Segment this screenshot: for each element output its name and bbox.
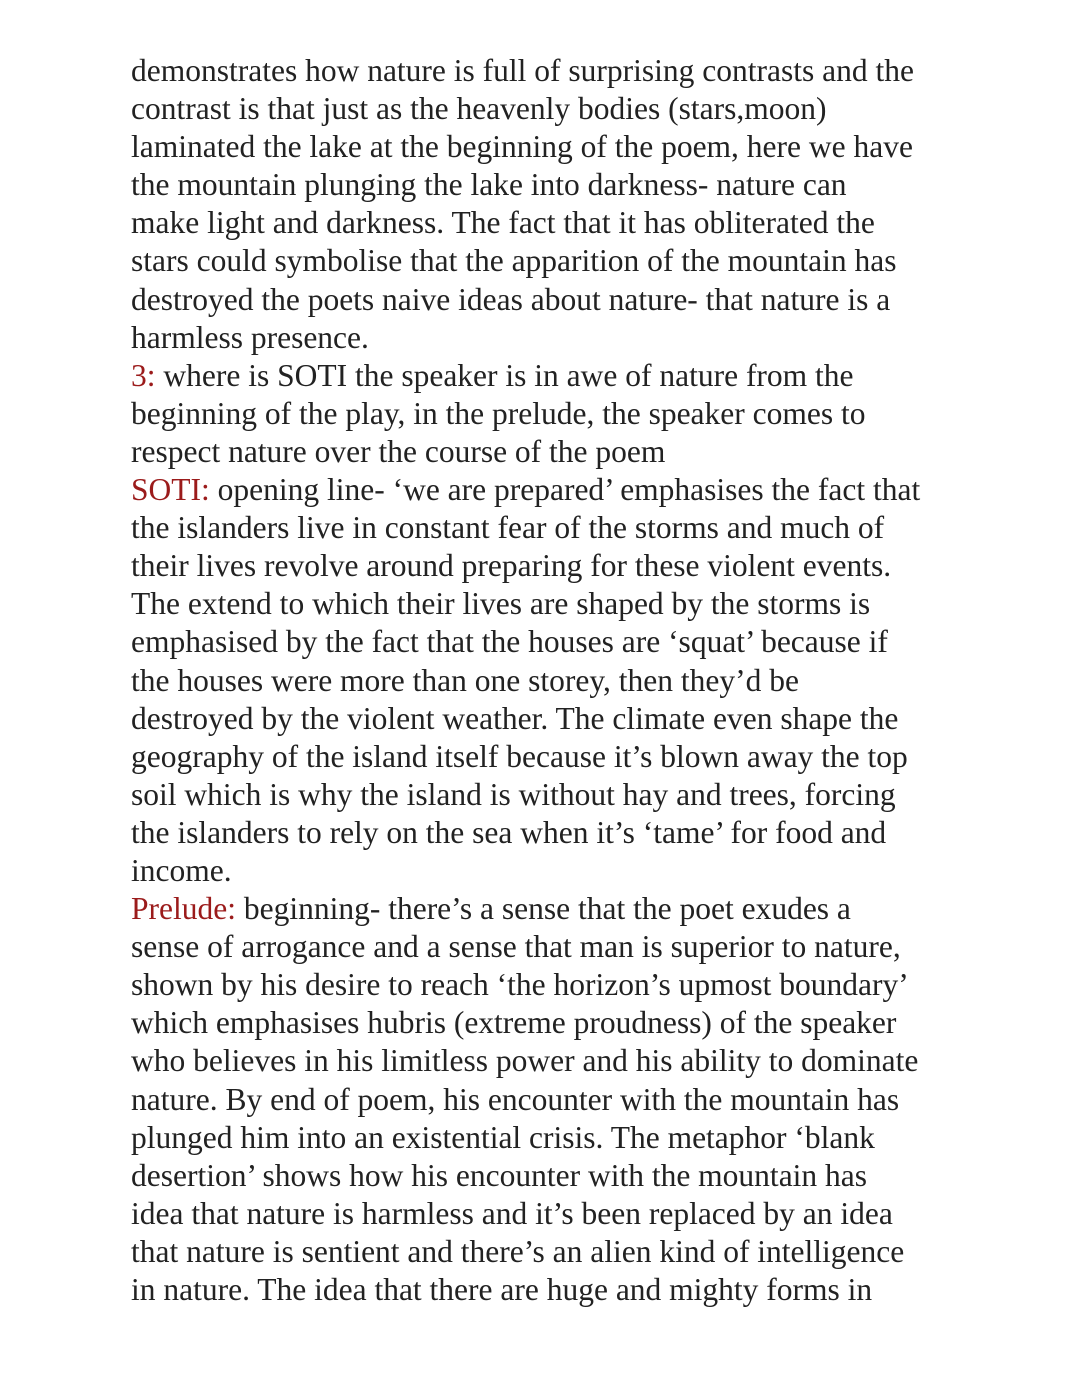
text-line: who believes in his limitless power and his ability to dominate: [131, 1043, 919, 1079]
text-line: laminated the lake at the beginning of the poem, here we have: [131, 129, 913, 165]
text-line: destroyed by the violent weather. The climate even shape the: [131, 700, 899, 736]
text-line: respect nature over the course of the poem: [131, 433, 666, 469]
text-line: beginning of the play, in the prelude, the speaker comes to: [131, 395, 866, 431]
text-line: contrast is that just as the heavenly bodies (stars,moon): [131, 91, 827, 127]
prelude-first-text: beginning- there’s a sense that the poet exudes a: [235, 891, 851, 927]
text-line: The extend to which their lives are shaped by the storms is: [131, 586, 871, 622]
text-line: the houses were more than one storey, then they’d be: [131, 662, 799, 698]
section-3-first-line: [131, 357, 961, 395]
text-line: stars could symbolise that the apparition of the mountain has: [131, 243, 897, 279]
text-line: nature. By end of poem, his encounter with the mountain has: [131, 1081, 900, 1117]
text-line: shown by his desire to reach ‘the horizon’s upmost boundary’: [131, 967, 909, 1003]
text-line: desertion’ shows how his encounter with the mountain has: [131, 1157, 868, 1193]
text-line: in nature. The idea that there are huge and mighty forms in: [131, 1272, 873, 1307]
soti-first-line: [131, 471, 961, 509]
text-line: demonstrates how nature is full of surprising contrasts and the: [131, 53, 914, 88]
text-line: emphasised by the fact that the houses are ‘squat’ because if: [131, 624, 888, 660]
text-line: plunged him into an existential crisis. The metaphor ‘blank: [131, 1119, 875, 1155]
text-line: income.: [131, 852, 232, 888]
soti-label: SOTI:: [131, 472, 210, 508]
text-line: destroyed the poets naive ideas about nature- that nature is a: [131, 281, 891, 317]
section-3-first-text: where is SOTI the speaker is in awe of nature from the: [155, 357, 854, 393]
text-line: the islanders live in constant fear of the storms and much of: [131, 510, 885, 546]
text-line: which emphasises hubris (extreme proudness) of the speaker: [131, 1005, 897, 1041]
text-line: harmless presence.: [131, 319, 369, 355]
text-line: soil which is why the island is without hay and trees, forcing: [131, 776, 896, 812]
soti-first-text: opening line- ‘we are prepared’ emphasises the fact that: [209, 472, 921, 508]
document-body: [131, 52, 961, 1309]
prelude-first-line: [131, 890, 961, 928]
text-line: sense of arrogance and a sense that man is superior to nature,: [131, 929, 901, 965]
text-line: the islanders to rely on the sea when it’s ‘tame’ for food and: [131, 814, 887, 850]
prelude-label: Prelude:: [131, 891, 236, 927]
text-line: their lives revolve around preparing for these violent events.: [131, 548, 892, 584]
text-line: make light and darkness. The fact that it has obliterated the: [131, 205, 875, 241]
text-line: the mountain plunging the lake into darkness- nature can: [131, 167, 847, 203]
text-line: idea that nature is harmless and it’s been replaced by an idea: [131, 1195, 893, 1231]
text-line: that nature is sentient and there’s an alien kind of intelligence: [131, 1233, 905, 1269]
text-line: geography of the island itself because it’s blown away the top: [131, 738, 908, 774]
section-3-label: 3:: [131, 357, 156, 393]
